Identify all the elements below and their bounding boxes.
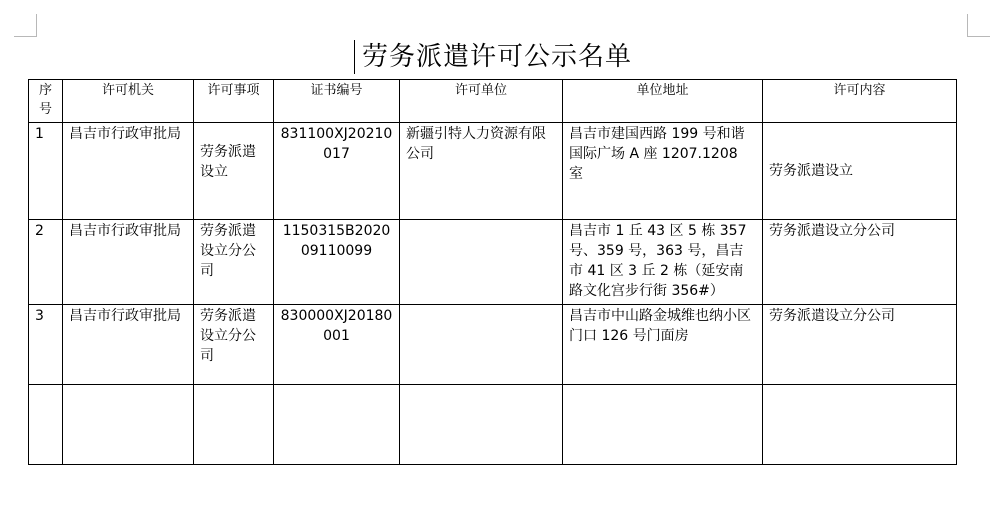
- table-header-row: [29, 80, 957, 123]
- table-row-empty: [29, 385, 957, 465]
- table-row: [29, 305, 957, 385]
- page-corner-mark-top-right: [967, 14, 990, 37]
- cell-address[interactable]: 昌吉市中山路金城维也纳小区门口 126 号门面房: [563, 305, 763, 385]
- cell-unit[interactable]: [400, 305, 563, 385]
- cell-cert-no[interactable]: 1150315B202009110099: [274, 220, 400, 305]
- header-cell-address[interactable]: 单位地址: [563, 80, 763, 123]
- cell-seq[interactable]: 2: [29, 220, 63, 305]
- header-cell-item[interactable]: 许可事项: [194, 80, 274, 123]
- cell-cert-no[interactable]: 830000XJ20180001: [274, 305, 400, 385]
- cell-content[interactable]: 劳务派遣设立: [763, 123, 957, 220]
- cell-address[interactable]: 昌吉市 1 丘 43 区 5 栋 357 号、359 号，363 号，昌吉市 41 区 3 丘 2 栋（延安南路文化宫步行街 356#）: [563, 220, 763, 305]
- cell-content[interactable]: 劳务派遣设立分公司: [763, 305, 957, 385]
- cell-content[interactable]: 劳务派遣设立分公司: [763, 220, 957, 305]
- header-cell-seq[interactable]: 序号: [29, 80, 63, 123]
- cell-seq[interactable]: 3: [29, 305, 63, 385]
- empty-cell[interactable]: [63, 385, 194, 465]
- cell-unit[interactable]: 新疆引特人力资源有限公司: [400, 123, 563, 220]
- table-row: [29, 220, 957, 305]
- empty-cell[interactable]: [194, 385, 274, 465]
- cell-address[interactable]: 昌吉市建国西路 199 号和谐国际广场 A 座 1207.1208 室: [563, 123, 763, 220]
- empty-cell[interactable]: [29, 385, 63, 465]
- cell-authority[interactable]: 昌吉市行政审批局: [63, 305, 194, 385]
- cell-seq[interactable]: 1: [29, 123, 63, 220]
- empty-cell[interactable]: [563, 385, 763, 465]
- header-cell-authority[interactable]: 许可机关: [63, 80, 194, 123]
- empty-cell[interactable]: [763, 385, 957, 465]
- cell-item[interactable]: 劳务派遣设立分公司: [194, 220, 274, 305]
- cell-authority[interactable]: 昌吉市行政审批局: [63, 220, 194, 305]
- cell-authority[interactable]: 昌吉市行政审批局: [63, 123, 194, 220]
- empty-cell[interactable]: [400, 385, 563, 465]
- header-cell-unit[interactable]: 许可单位: [400, 80, 563, 123]
- text-cursor: [354, 40, 355, 74]
- cell-cert-no[interactable]: 831100XJ20210017: [274, 123, 400, 220]
- header-cell-content[interactable]: 许可内容: [763, 80, 957, 123]
- table-row: [29, 123, 957, 220]
- page-corner-mark-top-left: [14, 14, 37, 37]
- cell-item[interactable]: 劳务派遣设立: [194, 123, 274, 220]
- permit-table: [28, 79, 957, 465]
- cell-unit[interactable]: [400, 220, 563, 305]
- header-cell-cert-no[interactable]: 证书编号: [274, 80, 400, 123]
- cell-item[interactable]: 劳务派遣设立分公司: [194, 305, 274, 385]
- empty-cell[interactable]: [274, 385, 400, 465]
- document-title[interactable]: 劳务派遣许可公示名单: [361, 42, 632, 72]
